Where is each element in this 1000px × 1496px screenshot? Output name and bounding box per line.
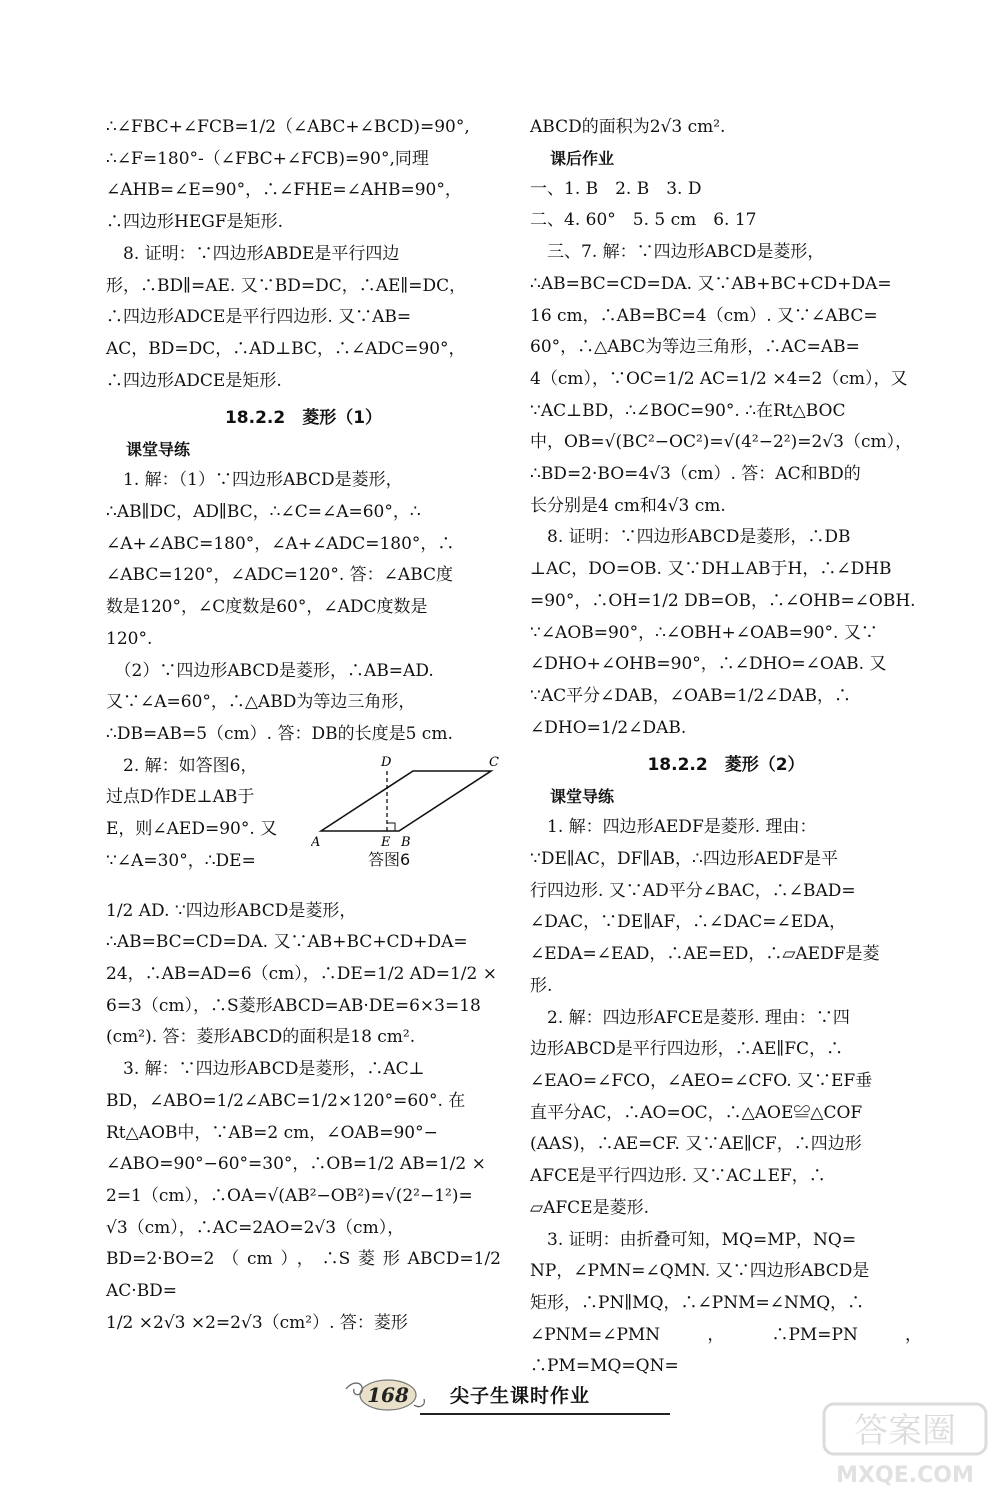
right-column — [530, 112, 922, 1383]
sub-heading-classroom-practice: 课堂导练 — [126, 440, 191, 460]
text-line: ∠DAC，∵DE∥AF，∴∠DAC=∠EDA， — [530, 912, 847, 933]
text-line: 2=1（cm），∴OA=√(AB²−OB²)=√(2²−1²)= — [106, 1185, 473, 1206]
text-line: ∴四边形ADCE是矩形. — [106, 370, 282, 391]
text-line: ∴AB=BC=CD=DA. 又∵AB+BC+CD+DA= — [530, 273, 892, 294]
text-line: 60°，∴△ABC为等边三角形，∴AC=AB= — [530, 337, 860, 358]
text-line: 8. 证明：∵四边形ABDE是平行四边 — [106, 243, 400, 264]
text-line: ∠EAO=∠FCO，∠AEO=∠CFO. 又∵EF垂 — [530, 1070, 873, 1091]
text-line: 直平分AC，∴AO=OC，∴△AOE≌△COF — [530, 1102, 863, 1123]
text-line: ∠A+∠ABC=180°，∠A+∠ADC=180°，∴ — [106, 533, 455, 554]
text-line: √3（cm），∴AC=2AO=2√3（cm）， — [106, 1217, 405, 1238]
text-line: ∴四边形HEGF是矩形. — [106, 212, 284, 233]
right-homework-block — [530, 174, 922, 745]
text-line: ⊥AC，DO=OB. 又∵DH⊥AB于H，∴∠DHB — [530, 559, 892, 580]
footer-rule — [420, 1413, 670, 1415]
text-line: 二、4. 60° 5. 5 cm 6. 17 — [530, 210, 757, 231]
text-line: ∴四边形ADCE是平行四边形. 又∵AB= — [106, 307, 412, 328]
text-line: 2. 解：如答图6， — [106, 755, 258, 776]
text-line: E，则∠AED=90°. 又 — [106, 819, 278, 840]
watermark-text: 答案圈 — [854, 1411, 956, 1451]
label-e: E — [381, 834, 391, 850]
figure-caption: 答图6 — [368, 849, 411, 869]
text-line: ∠AHB=∠E=90°，∴∠FHE=∠AHB=90°， — [106, 180, 462, 201]
text-line: 3. 解：∵四边形ABCD是菱形，∴AC⊥ — [106, 1059, 425, 1080]
watermark-url: MXQE.COM — [836, 1463, 974, 1488]
text-line: （2）∵四边形ABCD是菱形，∴AB=AD. — [106, 660, 434, 681]
left-column — [106, 112, 507, 1340]
page-number: 168 — [367, 1383, 409, 1407]
text-line: 1/2 AD. ∵四边形ABCD是菱形， — [106, 900, 357, 921]
text-line: 3. 证明：由折叠可知，MQ=MP，NQ= — [530, 1229, 857, 1250]
text-line: =90°，∴OH=1/2 DB=OB，∴∠OHB=∠OBH. — [530, 590, 916, 611]
sub-heading-homework: 课后作业 — [550, 148, 615, 168]
text-line: ∵DE∥AC，DF∥AB，∴四边形AEDF是平 — [530, 849, 838, 870]
text-line: ∵∠A=30°，∴DE= — [106, 850, 256, 871]
right-top-block — [530, 112, 922, 144]
text-line: ∴∠F=180°-（∠FBC+∠FCB)=90°,同理 — [106, 148, 429, 169]
text-line: AFCE是平行四边形. 又∵AC⊥EF，∴ — [530, 1166, 826, 1187]
text-line: 16 cm，∴AB=BC=4（cm）. 又∵∠ABC= — [530, 305, 878, 326]
text-line: NP，∠PMN=∠QMN. 又∵四边形ABCD是 — [530, 1261, 870, 1282]
text-line: 边形ABCD是平行四边形，∴AE∥FC，∴ — [530, 1039, 844, 1060]
right-bottom-block — [530, 812, 922, 1383]
text-line: 一、1. B 2. B 3. D — [530, 178, 702, 199]
text-line: 1/2 ×2√3 ×2=2√3（cm²）. 答：菱形 — [106, 1312, 408, 1333]
figure-block — [106, 751, 501, 896]
section-heading-rhombus-1: 18.2.2 菱形（1） — [224, 408, 383, 429]
text-line: 又∵∠A=60°，∴△ABD为等边三角形， — [106, 692, 416, 713]
text-line: ∠ABO=90°−60°=30°，∴OB=1/2 AB=1/2 × — [106, 1154, 486, 1175]
text-line: AC，BD=DC，∴AD⊥BC，∴∠ADC=90°， — [106, 338, 466, 359]
watermark-logo — [820, 1400, 990, 1490]
text-line: ▱AFCE是菱形. — [530, 1197, 649, 1218]
text-line: 中，OB=√(BC²−OC²)=√(4²−2²)=2√3（cm）， — [530, 432, 913, 453]
text-line: 1. 解：四边形AEDF是菱形. 理由： — [530, 817, 817, 838]
text-line: ∠EDA=∠EAD，∴AE=ED，∴▱AEDF是菱 — [530, 944, 880, 965]
figure-side-text — [106, 751, 316, 878]
label-a: A — [311, 834, 321, 850]
text-line: 8. 证明：∵四边形ABCD是菱形，∴DB — [530, 527, 851, 548]
text-line: 长分别是4 cm和4√3 cm. — [530, 495, 726, 516]
text-line: 行四边形. 又∵AD平分∠BAC，∴∠BAD= — [530, 880, 856, 901]
label-b: B — [401, 834, 411, 850]
text-line: (AAS)，∴AE=CF. 又∵AE∥CF，∴四边形 — [530, 1134, 862, 1155]
rhombus-shape — [321, 771, 491, 831]
page-footer — [340, 1375, 670, 1419]
text-line: ∠ABC=120°，∠ADC=120°. 答：∠ABC度 — [106, 565, 454, 586]
rhombus-diagram — [311, 751, 506, 851]
text-line: (cm²). 答：菱形ABCD的面积是18 cm². — [106, 1027, 416, 1048]
text-line: 过点D作DE⊥AB于 — [106, 787, 255, 808]
label-d: D — [381, 754, 392, 770]
text-line: ∠DHO+∠OHB=90°，∴∠DHO=∠OAB. 又 — [530, 654, 887, 675]
text-line: 4（cm），∵OC=1/2 AC=1/2 ×4=2（cm），又 — [530, 368, 908, 389]
text-line: 24，∴AB=AD=6（cm），∴DE=1/2 AD=1/2 × — [106, 964, 497, 985]
text-line: ∴AB=BC=CD=DA. 又∵AB+BC+CD+DA= — [106, 932, 468, 953]
text-line: ∴BD=2·BO=4√3（cm）. 答：AC和BD的 — [530, 464, 861, 485]
text-line: 数是120°，∠C度数是60°，∠ADC度数是 — [106, 597, 428, 618]
text-line: ABCD的面积为2√3 cm². — [530, 117, 726, 137]
section-heading-rhombus-2: 18.2.2 菱形（2） — [647, 755, 805, 776]
text-line: BD，∠ABO=1/2∠ABC=1/2×120°=60°. 在 — [106, 1090, 466, 1111]
text-line: ∴DB=AB=5（cm）. 答：DB的长度是5 cm. — [106, 723, 453, 744]
text-line: ∵∠AOB=90°，∴∠OBH+∠OAB=90°. 又∵ — [530, 622, 878, 643]
text-line: ∠PNM=∠PMN，∴PM=PN，∴PM=MQ=QN= — [530, 1324, 922, 1377]
text-line: ∵AC⊥BD，∴∠BOC=90°. ∴在Rt△BOC — [530, 400, 846, 421]
text-line: 三、7. 解：∵四边形ABCD是菱形， — [530, 242, 825, 263]
right-angle-mark — [387, 823, 395, 831]
text-line: 形. — [530, 975, 553, 996]
label-c: C — [489, 754, 499, 770]
text-line: ∠DHO=1/2∠DAB. — [530, 717, 687, 738]
text-line: ∵AC平分∠DAB，∠OAB=1/2∠DAB，∴ — [530, 685, 851, 706]
text-line: ∴∠FBC+∠FCB=1/2（∠ABC+∠BCD)=90°, — [106, 117, 470, 137]
text-line: ∴AB∥DC，AD∥BC，∴∠C=∠A=60°，∴ — [106, 502, 421, 523]
book-title: 尖子生课时作业 — [450, 1385, 591, 1407]
text-line: Rt△AOB中，∵AB=2 cm，∠OAB=90°− — [106, 1122, 438, 1143]
text-line: 2. 解：四边形AFCE是菱形. 理由：∵四 — [530, 1007, 850, 1028]
left-bottom-block — [106, 896, 507, 1340]
text-line: 形，∴BD∥=AE. 又∵BD=DC，∴AE∥=DC， — [106, 275, 467, 296]
left-mid-block — [106, 465, 501, 750]
left-top-block — [106, 112, 501, 397]
text-line: 6=3（cm），∴S菱形ABCD=AB·DE=6×3=18 — [106, 995, 481, 1016]
text-line: 120°. — [106, 628, 153, 649]
text-line: BD=2·BO=2（cm），∴S菱形ABCD=1/2 AC·BD= — [106, 1249, 507, 1302]
text-line: 1. 解：（1）∵四边形ABCD是菱形， — [106, 470, 403, 491]
text-line: 矩形，∴PN∥MQ，∴∠PNM=∠NMQ，∴ — [530, 1292, 865, 1313]
rhombus-figure — [311, 751, 506, 891]
sub-heading-classroom-practice-2: 课堂导练 — [550, 787, 615, 807]
